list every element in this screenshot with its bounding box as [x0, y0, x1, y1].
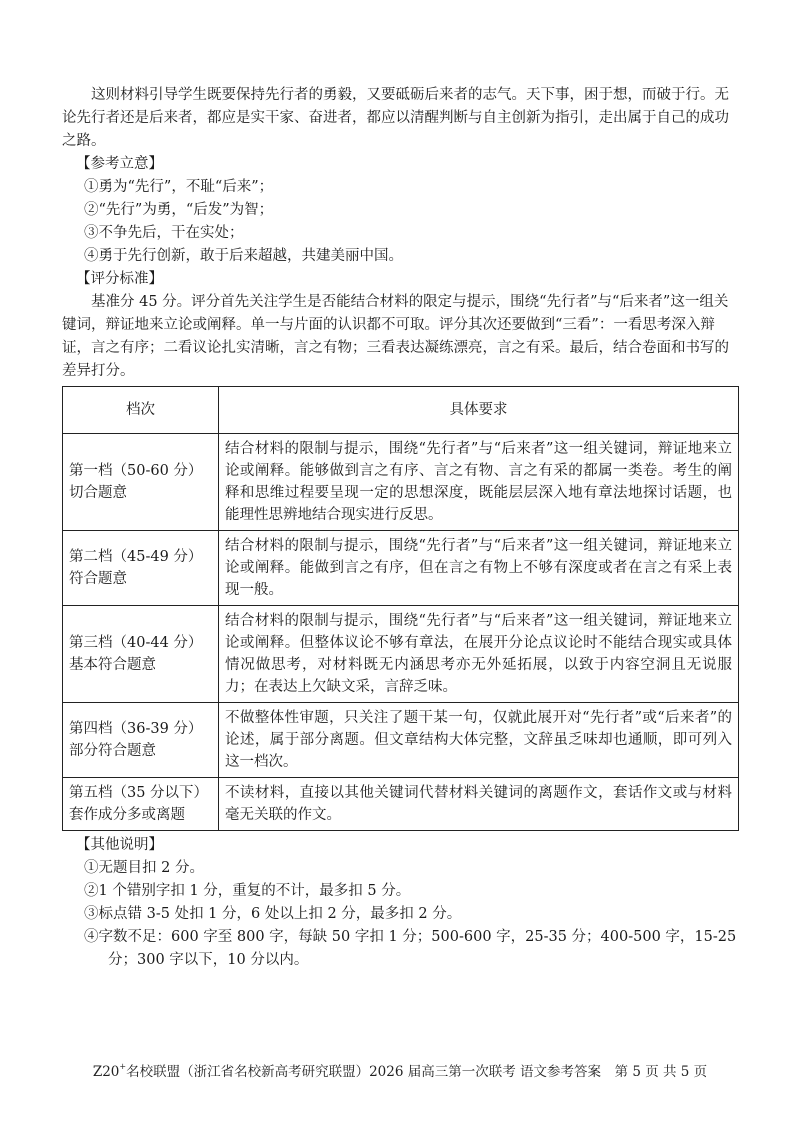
- level-label: 基本符合题意: [69, 657, 156, 673]
- footer-brand-mark: +: [119, 1062, 127, 1071]
- criteria-paragraph: 基准分 45 分。评分首先关注学生是否能结合材料的限定与提示，围绕“先行者”与“后来者”这一组关键词，辩证地来立论或阐释。单一与片面的认识都不可取。评分其次还要做到“三看”：一看思考深入辩证，言之有序；二看议论扎实清晰，言之有物；三看表达凝练漂亮，言之有采。最后，结合卷面和书写的差异打分。: [62, 294, 729, 379]
- level-cell: [63, 531, 219, 606]
- table-header-level: 档次: [63, 387, 219, 434]
- level-score: 第一档（50-60 分）: [69, 463, 203, 479]
- requirement-cell: 结合材料的限制与提示，围绕“先行者”与“后来者”这一组关键词，辩证地来立论或阐释。但整体议论不够有章法，在展开分论点议论时不能结合现实或具体情况做思考，对材料既无内涵思考亦无外延拓展，以致于内容空洞且无说服力；在表达上欠缺文采，言辞乏味。: [219, 606, 739, 703]
- answer-page: [62, 84, 740, 972]
- level-score: 第二档（45-49 分）: [69, 549, 203, 565]
- level-score: 第五档（35 分以下）: [69, 785, 209, 801]
- table-header-requirement: 具体要求: [219, 387, 739, 434]
- requirement-cell: 结合材料的限制与提示，围绕“先行者”与“后来者”这一组关键词，辩证地来立论或阐释。能做到言之有序，但在言之有物上不够有深度或者在言之有采上表现一般。: [219, 531, 739, 606]
- other-note-item: ③标点错 3-5 处扣 1 分，6 处以上扣 2 分，最多扣 2 分。: [84, 906, 462, 922]
- level-label: 部分符合题意: [69, 743, 156, 759]
- table-row: [63, 434, 739, 531]
- intro-paragraph: 这则材料引导学生既要保持先行者的勇毅，又要砥砺后来者的志气。天下事，困于想，而破于行。无论先行者还是后来者，都应是实干家、奋进者，都应以清醒判断与自主创新为指引，走出属于自己的成功之路。: [62, 87, 729, 149]
- level-label: 符合题意: [69, 571, 127, 587]
- criteria-heading: 【评分标准】: [76, 271, 163, 287]
- footer-text: 名校联盟（浙江省名校新高考研究联盟）2026 届高三第一次联考 语文参考答案 第 5 页 共 5 页: [126, 1064, 708, 1080]
- table-row: [63, 606, 739, 703]
- footer-brand: Z20: [92, 1064, 120, 1080]
- level-score: 第四档（36-39 分）: [69, 721, 203, 737]
- reference-item: ②“先行”为勇，“后发”为智；: [84, 202, 274, 218]
- requirement-cell: 不做整体性审题，只关注了题干某一句，仅就此展开对“先行者”或“后来者”的论述，属于部分离题。但文章结构大体完整，文辞虽乏味却也通顺，即可列入这一档次。: [219, 703, 739, 778]
- level-cell: [63, 606, 219, 703]
- reference-heading: 【参考立意】: [76, 156, 163, 172]
- other-note-item: ②1 个错别字扣 1 分，重复的不计，最多扣 5 分。: [84, 883, 411, 899]
- level-score: 第三档（40-44 分）: [69, 635, 203, 651]
- table-header-row: [63, 387, 739, 434]
- scoring-table: [62, 386, 739, 831]
- requirement-cell: 不读材料，直接以其他关键词代替材料关键词的离题作文，套话作文或与材料毫无关联的作文。: [219, 778, 739, 831]
- reference-item: ③不争先后，干在实处；: [84, 225, 244, 241]
- requirement-cell: 结合材料的限制与提示，围绕“先行者”与“后来者”这一组关键词，辩证地来立论或阐释。能够做到言之有序、言之有物、言之有采的都属一类卷。考生的阐释和思维过程要呈现一定的思想深度，既能层层深入地有章法地探讨话题，也能理性思辨地结合现实进行反思。: [219, 434, 739, 531]
- level-label: 套作成分多或离题: [69, 807, 185, 823]
- other-notes-heading: 【其他说明】: [76, 837, 163, 853]
- level-cell: [63, 434, 219, 531]
- reference-item: ④勇于先行创新，敢于后来超越，共建美丽中国。: [84, 248, 403, 264]
- other-note-item: ①无题目扣 2 分。: [84, 860, 204, 876]
- level-label: 切合题意: [69, 485, 127, 501]
- level-cell: [63, 703, 219, 778]
- reference-item: ①勇为“先行”，不耻“后来”；: [84, 179, 274, 195]
- page-footer: [0, 1060, 800, 1080]
- table-row: [63, 703, 739, 778]
- other-note-item: ④字数不足：600 字至 800 字，每缺 50 字扣 1 分；500-600 字，25-35 分；400-500 字，15-25 分；300 字以下，10 分以内。: [84, 929, 737, 968]
- table-row: [63, 531, 739, 606]
- level-cell: [63, 778, 219, 831]
- table-row: [63, 778, 739, 831]
